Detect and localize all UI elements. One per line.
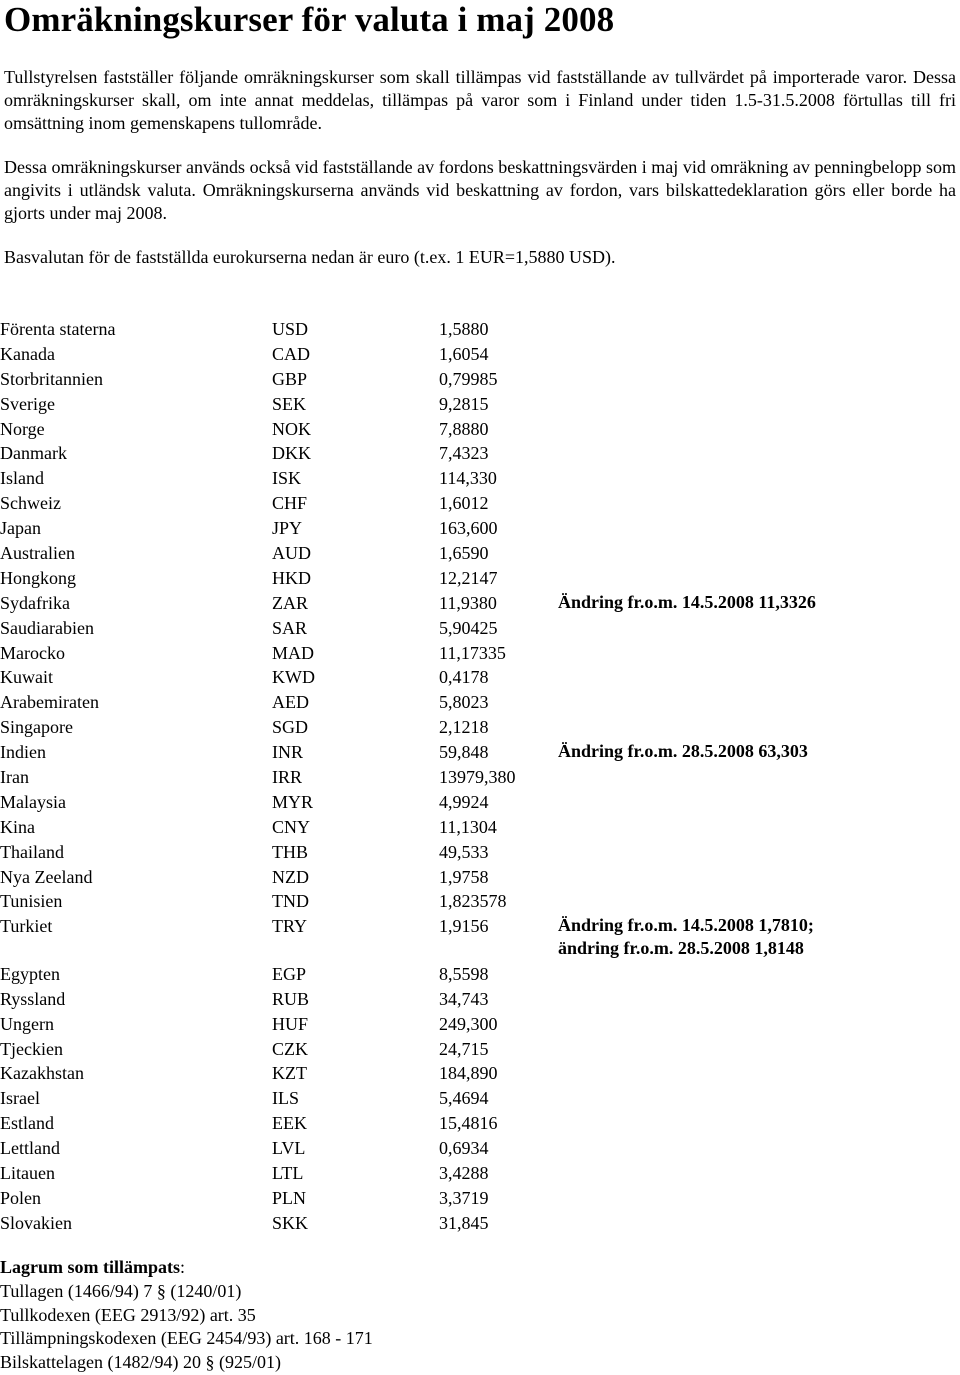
exchange-rate: 8,5598 [439, 963, 489, 984]
country-name: Tjeckien [0, 1038, 63, 1059]
exchange-rate: 4,9924 [439, 791, 489, 812]
currency-code: NZD [272, 866, 309, 887]
currency-code: ISK [272, 468, 302, 489]
exchange-rate: 249,300 [439, 1013, 498, 1034]
currency-code: AED [272, 692, 309, 713]
exchange-rate-table [0, 317, 952, 1236]
exchange-rate: 13979,380 [439, 767, 516, 788]
country-name: Arabemiraten [0, 692, 99, 713]
country-name: Malaysia [0, 791, 66, 812]
currency-code: AUD [272, 543, 311, 564]
country-name: Ungern [0, 1013, 54, 1034]
rate-row [0, 1061, 952, 1086]
exchange-rate: 1,823578 [439, 891, 507, 912]
currency-code: MYR [272, 791, 314, 812]
rate-row [0, 491, 952, 516]
currency-code: CZK [272, 1038, 308, 1059]
exchange-rate: 9,2815 [439, 393, 489, 414]
country-name: Schweiz [0, 493, 61, 514]
country-name: Iran [0, 767, 29, 788]
currency-code: SAR [272, 617, 308, 638]
currency-code: SEK [272, 393, 307, 414]
exchange-rate: 5,8023 [439, 692, 489, 713]
country-name: Japan [0, 518, 41, 539]
rate-row [0, 1111, 952, 1136]
currency-code: GBP [272, 368, 308, 389]
rate-row [0, 740, 952, 765]
currency-code: DKK [272, 443, 311, 464]
country-name: Thailand [0, 841, 64, 862]
exchange-rate: 1,9156 [439, 916, 489, 937]
currency-code: NOK [272, 418, 311, 439]
legal-basis-line: Tillämpningskodexen (EEG 2454/93) art. 168 - 171 [0, 1328, 373, 1349]
currency-code: ZAR [272, 592, 308, 613]
rate-row [0, 1161, 952, 1186]
currency-code: USD [272, 319, 309, 339]
intro-paragraph-customs: Tullstyrelsen fastställer följande omräkningskurser som skall tillämpas vid fastställande av tullvärdet på importerade varor. Dessa omräkningskurser skall, om inte annat meddelas, tillämpas på varor som i Finland under tiden 1.5-31.5.2008 förtullas till fri omsättning inom gemenskapens tullområde. [4, 67, 956, 133]
currency-code: ILS [272, 1088, 299, 1109]
currency-code: PLN [272, 1187, 307, 1208]
exchange-rate: 0,4178 [439, 667, 489, 688]
rate-row [0, 790, 952, 815]
exchange-rate: 5,4694 [439, 1088, 489, 1109]
rate-row [0, 317, 952, 342]
exchange-rate: 5,90425 [439, 617, 498, 638]
rate-row [0, 1086, 952, 1111]
currency-code: KWD [272, 667, 315, 688]
rate-row [0, 441, 952, 466]
currency-code: LTL [272, 1163, 304, 1183]
exchange-rate: 1,6012 [439, 493, 489, 514]
currency-code: CNY [272, 816, 311, 837]
exchange-rate: 15,4816 [439, 1113, 498, 1134]
exchange-rate: 114,330 [439, 468, 497, 489]
currency-code: TRY [272, 916, 308, 937]
rate-row [0, 715, 952, 740]
country-name: Australien [0, 543, 75, 564]
rate-row [0, 962, 952, 987]
currency-code: INR [272, 742, 303, 763]
rate-row [0, 566, 952, 591]
currency-code: EGP [272, 963, 307, 984]
rate-row [0, 392, 952, 417]
country-name: Marocko [0, 642, 65, 663]
rate-row [0, 591, 952, 616]
intro-paragraph-vehicles: Dessa omräkningskurser används också vid fastställande av fordons beskattningsvärden i maj vid omräkning av penningbelopp som angivits i utländsk valuta. Omräkningskurserna används vid beskattning av fordon, vars bilskattedeklaration görs eller borde ha gjorts under maj 2008. [4, 157, 956, 223]
legal-basis-heading-colon: : [180, 1257, 186, 1277]
country-name: Kuwait [0, 667, 53, 688]
exchange-rate: 12,2147 [439, 567, 498, 588]
country-name: Sverige [0, 393, 55, 414]
rate-row [0, 641, 952, 666]
rate-row [0, 342, 952, 367]
exchange-rate: 1,5880 [439, 319, 489, 339]
country-name: Turkiet [0, 916, 53, 937]
legal-basis-heading-line [0, 1256, 373, 1280]
exchange-rate: 0,79985 [439, 368, 498, 389]
country-name: Nya Zeeland [0, 866, 93, 887]
exchange-rate: 59,848 [439, 742, 489, 763]
exchange-rate: 1,9758 [439, 866, 489, 887]
exchange-rate: 49,533 [439, 841, 489, 862]
exchange-rate: 11,1304 [439, 816, 497, 837]
country-name: Ryssland [0, 988, 66, 1009]
intro-paragraph-base-currency: Basvalutan för de fastställda eurokurserna nedan är euro (t.ex. 1 EUR=1,5880 USD). [4, 247, 616, 267]
exchange-rate: 184,890 [439, 1063, 498, 1084]
rate-row [0, 1186, 952, 1211]
rate-row [0, 1136, 952, 1161]
country-name: Litauen [0, 1163, 55, 1183]
exchange-rate: 31,845 [439, 1212, 489, 1233]
rate-row [0, 466, 952, 491]
rate-row [0, 987, 952, 1012]
page-title: Omräkningskurser för valuta i maj 2008 [4, 0, 615, 39]
country-name: Island [0, 468, 44, 489]
exchange-rate: 34,743 [439, 988, 489, 1009]
legal-basis-line: Tullagen (1466/94) 7 § (1240/01) [0, 1280, 242, 1301]
country-name: Israel [0, 1088, 40, 1109]
exchange-rate: 1,6054 [439, 343, 489, 364]
currency-code: RUB [272, 988, 310, 1009]
country-name: Lettland [0, 1138, 60, 1159]
country-name: Egypten [0, 963, 60, 984]
exchange-rate: 3,3719 [439, 1187, 489, 1208]
currency-code: EEK [272, 1113, 307, 1134]
rate-change-note: Ändring fr.o.m. 28.5.2008 63,303 [558, 741, 808, 762]
country-name: Hongkong [0, 567, 76, 588]
country-name: Kazakhstan [0, 1063, 84, 1084]
currency-code: MAD [272, 642, 315, 663]
rate-row [0, 417, 952, 442]
rate-row [0, 815, 952, 840]
exchange-rate: 163,600 [439, 518, 498, 539]
country-name: Danmark [0, 443, 67, 464]
rate-row [0, 541, 952, 566]
rate-change-note: Ändring fr.o.m. 14.5.2008 11,3326 [558, 591, 816, 612]
country-name: Singapore [0, 717, 73, 738]
currency-code: CHF [272, 493, 308, 514]
rate-row [0, 1012, 952, 1037]
rate-row [0, 690, 952, 715]
exchange-rate: 11,17335 [439, 642, 506, 663]
currency-code: HKD [272, 567, 311, 588]
country-name: Indien [0, 742, 46, 763]
country-name: Tunisien [0, 891, 63, 912]
rate-row [0, 665, 952, 690]
rate-row [0, 367, 952, 392]
country-name: Polen [0, 1187, 42, 1208]
legal-basis-heading: Lagrum som tillämpats [0, 1257, 180, 1277]
exchange-rate: 24,715 [439, 1038, 489, 1059]
country-name: Förenta staterna [0, 319, 116, 339]
exchange-rate: 2,1218 [439, 717, 489, 738]
country-name: Slovakien [0, 1212, 72, 1233]
exchange-rate: 3,4288 [439, 1163, 489, 1183]
currency-code: LVL [272, 1138, 306, 1159]
rate-change-note: Ändring fr.o.m. 14.5.2008 1,7810; ändring fr.o.m. 28.5.2008 1,8148 [558, 915, 814, 959]
currency-code: IRR [272, 767, 303, 788]
exchange-rate: 7,8880 [439, 418, 489, 439]
rate-row [0, 865, 952, 890]
currency-code: KZT [272, 1063, 307, 1084]
country-name: Kanada [0, 343, 55, 364]
document-page [4, 0, 956, 269]
rate-row [0, 765, 952, 790]
currency-code: SGD [272, 717, 309, 738]
exchange-rate: 11,9380 [439, 592, 497, 613]
rate-row [0, 889, 952, 914]
currency-code: HUF [272, 1013, 309, 1034]
country-name: Sydafrika [0, 592, 70, 613]
rate-row [0, 1037, 952, 1062]
legal-basis [0, 1256, 373, 1375]
currency-code: TND [272, 891, 309, 912]
exchange-rate: 0,6934 [439, 1138, 489, 1159]
currency-code: JPY [272, 518, 303, 539]
legal-basis-line: Bilskattelagen (1482/94) 20 § (925/01) [0, 1352, 281, 1373]
rate-row [0, 516, 952, 541]
currency-code: CAD [272, 343, 311, 364]
currency-code: THB [272, 841, 308, 862]
rate-row [0, 840, 952, 865]
country-name: Saudiarabien [0, 617, 94, 638]
country-name: Storbritannien [0, 368, 103, 389]
rate-row [0, 914, 952, 962]
legal-basis-line: Tullkodexen (EEG 2913/92) art. 35 [0, 1304, 256, 1325]
exchange-rate: 7,4323 [439, 443, 489, 464]
country-name: Kina [0, 816, 35, 837]
exchange-rate: 1,6590 [439, 543, 489, 564]
country-name: Norge [0, 418, 45, 439]
rate-row [0, 1211, 952, 1236]
country-name: Estland [0, 1113, 54, 1134]
currency-code: SKK [272, 1212, 309, 1233]
rate-row [0, 616, 952, 641]
